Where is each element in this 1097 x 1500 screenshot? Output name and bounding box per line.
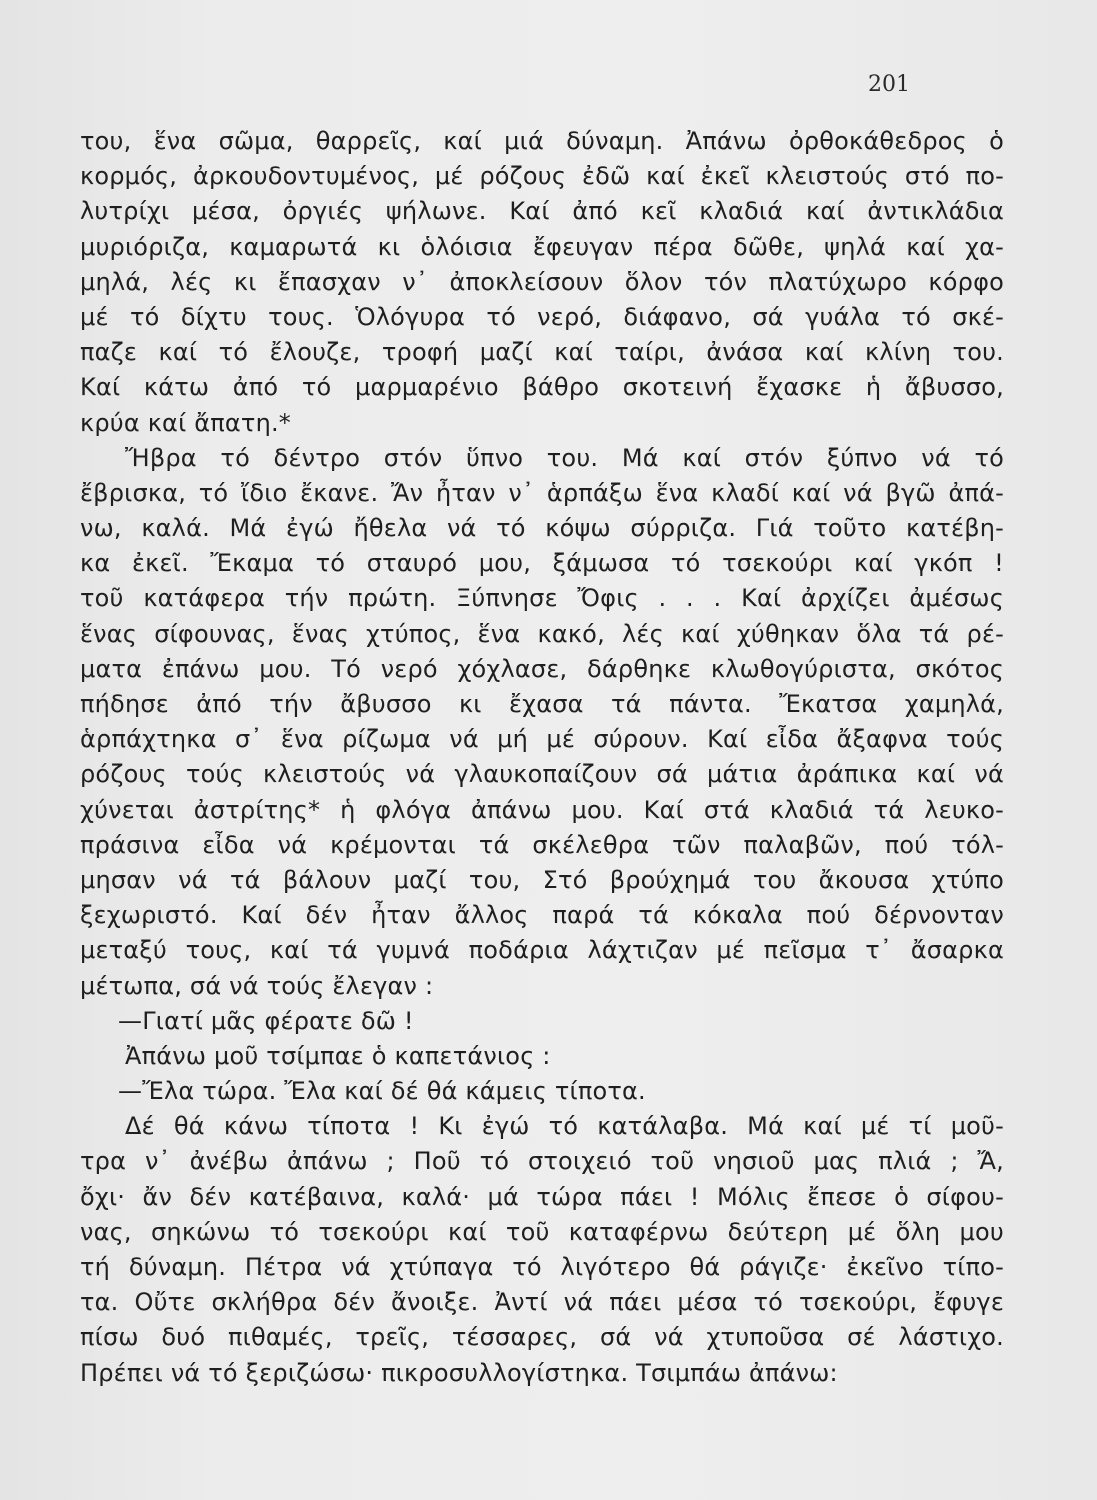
body-text [80,124,1004,1391]
text-line: μησαν νά τά βάλουν μαζί του, Στό βρούχημά του ἄκουσα χτύπο [80,865,1004,894]
text-line: μέ τό δίχτυ τους. Ὁλόγυρα τό νερό, διάφανο, σά γυάλα τό σκέ- [80,302,1004,331]
dialogue-line: —Ἔλα τώρα. Ἔλα καί δέ θά κάμεις τίποτα. [118,1077,646,1106]
dialogue-line: —Γιατί μᾶς φέρατε δῶ ! [118,1006,414,1035]
text-line: ξεχωριστό. Καί δέν ἦταν ἄλλος παρά τά κόκαλα πού δέρνονταν [80,901,1004,930]
text-line: ὄχι· ἄν δέν κατέβαινα, καλά· μά τώρα πάει ! Μόλις ἔπεσε ὁ σίφου- [80,1182,1004,1211]
text-line: πράσινα εἶδα νά κρέμονται τά σκέλεθρα τῶν παλαβῶν, πού τόλ- [80,830,1004,859]
text-line: ρόζους τούς κλειστούς νά γλαυκοπαίζουν σά μάτια ἀράπικα καί νά [80,760,1004,789]
text-line: τα. Οὔτε σκλήθρα δέν ἄνοιξε. Ἀντί νά πάει μέσα τό τσεκούρι, ἔφυγε [80,1288,1004,1317]
text-line: παζε καί τό ἔλουζε, τροφή μαζί καί ταίρι, ἀνάσα καί κλίνη του. [80,338,1004,367]
page-number: 201 [868,72,910,97]
text-line: του, ἕνα σῶμα, θαρρεῖς, καί μιά δύναμη. Ἀπάνω ὀρθοκάθεδρος ὁ [80,127,1004,155]
text-line: λυτρίχι μέσα, ὀργιές ψήλωνε. Καί ἀπό κεῖ κλαδιά καί ἀντικλάδια [80,197,1004,226]
text-line: μεταξύ τους, καί τά γυμνά ποδάρια λάχτιζαν μέ πεῖσμα τ᾽ ἄσαρκα [80,936,1004,965]
text-line: τοῦ κατάφερα τήν πρώτη. Ξύπνησε Ὄφις . . . Καί ἀρχίζει ἀμέσως [80,584,1004,613]
text-line: τρα ν᾽ ἀνέβω ἀπάνω ; Ποῦ τό στοιχειό τοῦ νησιοῦ μας πλιά ; Ἄ, [80,1147,1004,1176]
text-line: μυριόριζα, καμαρωτά κι ὁλόισια ἔφευγαν πέρα δῶθε, ψηλά καί χα- [80,232,1004,261]
text-line: μέτωπα, σά νά τούς ἔλεγαν : [80,971,434,1000]
text-line: χύνεται ἀστρίτης* ἡ φλόγα ἀπάνω μου. Καί στά κλαδιά τά λευκο- [80,795,1004,824]
paragraph-start-line: Ἤβρα τό δέντρο στόν ὕπνο του. Μά καί στόν ξύπνο νά τό [125,443,1004,472]
text-line: μηλά, λές κι ἔπασχαν ν᾽ ἀποκλείσουν ὅλον τόν πλατύχωρο κόρφο [80,267,1004,296]
text-line: ματα ἐπάνω μου. Τό νερό χόχλασε, δάρθηκε κλωθογύριστα, σκότος [80,654,1004,683]
text-line: κα ἐκεῖ. Ἔκαμα τό σταυρό μου, ξάμωσα τό τσεκούρι καί γκόπ ! [80,549,1004,578]
text-line: κρύα καί ἄπατη.* [80,408,292,437]
text-line: πίσω δυό πιθαμές, τρεῖς, τέσσαρες, σά νά χτυποῦσα σέ λάστιχο. [80,1323,1004,1352]
text-line: πήδησε ἀπό τήν ἄβυσσο κι ἔχασα τά πάντα. Ἔκατσα χαμηλά, [80,690,1004,718]
text-line: ἁρπάχτηκα σ᾽ ἕνα ρίζωμα νά μή μέ σύρουν. Καί εἶδα ἄξαφνα τούς [80,725,1004,754]
text-line: νω, καλά. Μά ἐγώ ἤθελα νά τό κόψω σύρριζα. Γιά τοῦτο κατέβη- [80,514,1004,543]
text-line: τή δύναμη. Πέτρα νά χτύπαγα τό λιγότερο θά ράγιζε· ἐκεῖνο τίπο- [80,1253,1004,1281]
text-line: ἕνας σίφουνας, ἕνας χτύπος, ἕνα κακό, λές καί χύθηκαν ὅλα τά ρέ- [80,619,1004,648]
paragraph-start-line: Ἀπάνω μοῦ τσίμπαε ὁ καπετάνιος : [125,1041,551,1070]
text-line: κορμός, ἀρκουδοντυμένος, μέ ρόζους ἐδῶ καί ἐκεῖ κλειστούς στό πο- [80,162,1004,191]
text-line: Πρέπει νά τό ξεριζώσω· πικροσυλλογίστηκα. Τσιμπάω ἀπάνω: [80,1358,838,1387]
paragraph-start-line: Δέ θά κάνω τίποτα ! Κι ἐγώ τό κατάλαβα. Μά καί μέ τί μοῦ- [125,1112,1004,1141]
text-line: Καί κάτω ἀπό τό μαρμαρένιο βάθρο σκοτεινή ἔχασκε ἡ ἄβυσσο, [80,373,1004,402]
text-line: νας, σηκώνω τό τσεκούρι καί τοῦ καταφέρνω δεύτερη μέ ὅλη μου [80,1217,1004,1246]
text-line: ἔβρισκα, τό ἴδιο ἔκανε. Ἄν ἦταν ν᾽ ἁρπάξω ἕνα κλαδί καί νά βγῶ ἀπά- [80,478,1004,507]
